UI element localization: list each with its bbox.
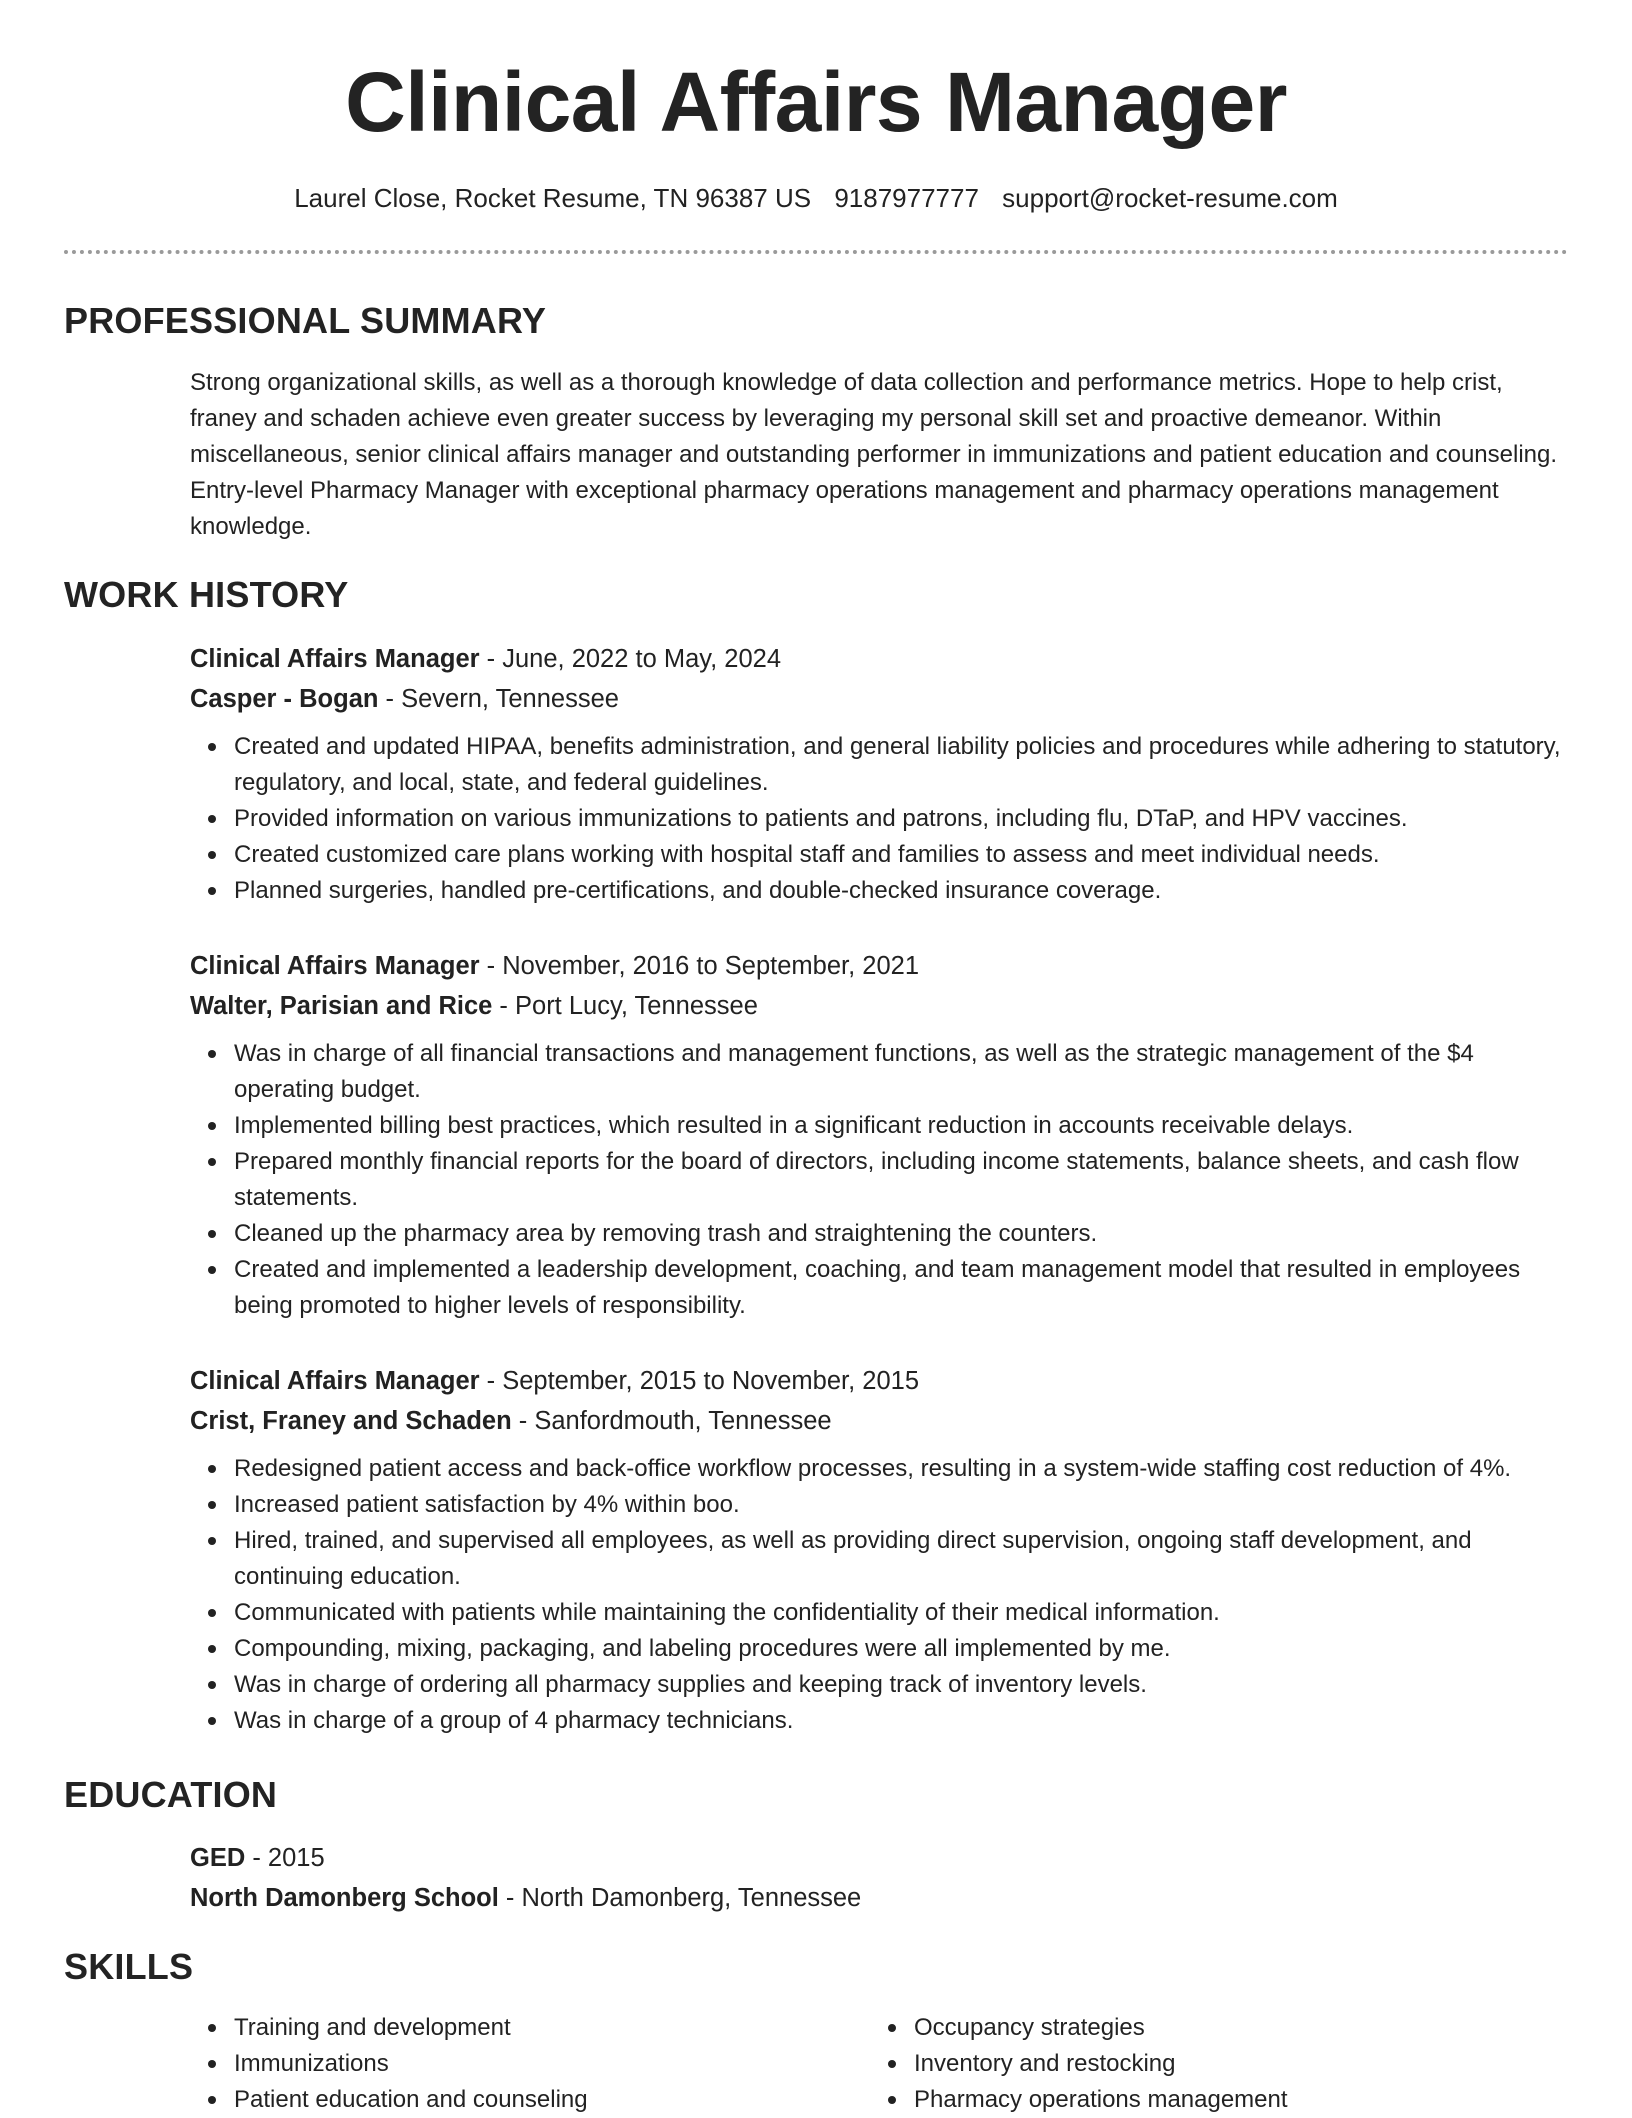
job-title: Clinical Affairs Manager — [190, 1367, 480, 1395]
education-degree: GED — [190, 1844, 246, 1872]
job-dates: - June, 2022 to May, 2024 — [479, 645, 782, 673]
job-entry — [190, 946, 1568, 1324]
job-entry — [190, 1361, 1568, 1739]
job-bullet: Created customized care plans working with hospital staff and families to assess and meet individual needs. — [234, 837, 1568, 873]
job-bullet: Cleaned up the pharmacy area by removing trash and straightening the counters. — [234, 1216, 1568, 1252]
job-title-line — [190, 946, 1568, 986]
contact-email: support@rocket-resume.com — [1002, 183, 1338, 213]
job-bullets — [190, 1036, 1568, 1324]
header-divider — [64, 250, 1568, 254]
skills-list — [190, 2010, 1568, 2118]
job-bullet: Implemented billing best practices, which resulted in a significant reduction in accounts receivable delays. — [234, 1108, 1568, 1144]
job-location: - Severn, Tennessee — [378, 685, 619, 713]
job-entry — [190, 639, 1568, 909]
skills-column-right — [870, 2010, 1568, 2118]
job-title: Clinical Affairs Manager — [190, 952, 480, 980]
contact-line — [64, 178, 1568, 218]
job-bullet: Increased patient satisfaction by 4% within boo. — [234, 1487, 1568, 1523]
skill-item: Immunizations — [234, 2046, 870, 2082]
resume-title: Clinical Affairs Manager — [345, 55, 1287, 149]
job-company: Casper - Bogan — [190, 685, 379, 713]
job-company: Walter, Parisian and Rice — [190, 992, 493, 1020]
job-bullet: Was in charge of all financial transactions and management functions, as well as the strategic management of the $4 operating budget. — [234, 1036, 1568, 1108]
skill-item: Training and development — [234, 2010, 870, 2046]
education-location: - North Damonberg, Tennessee — [498, 1884, 862, 1912]
summary-text: Strong organizational skills, as well as a thorough knowledge of data collection and performance metrics. Hope to help crist, franey and schaden achieve even greater success by leveraging my personal skill set and proactive demeanor. Within miscellaneous, senior clinical affairs manager and outstanding performer in immunizations and patient education and counseling. Entry-level Pharmacy Manager with exceptional pharmacy operations management and pharmacy operations management knowledge. — [190, 369, 1558, 540]
summary-heading: PROFESSIONAL SUMMARY — [64, 300, 547, 341]
job-company-line — [190, 986, 1568, 1026]
job-bullet: Planned surgeries, handled pre-certifications, and double-checked insurance coverage. — [234, 873, 1568, 909]
job-location: - Sanfordmouth, Tennessee — [511, 1407, 832, 1435]
job-dates: - November, 2016 to September, 2021 — [479, 952, 920, 980]
job-bullet: Created and implemented a leadership development, coaching, and team management model that resulted in employees being promoted to higher levels of responsibility. — [234, 1252, 1568, 1324]
education-degree-line — [190, 1838, 1568, 1878]
summary-section — [190, 365, 1568, 545]
education-school: North Damonberg School — [190, 1884, 499, 1912]
job-bullet: Compounding, mixing, packaging, and labeling procedures were all implemented by me. — [234, 1631, 1568, 1667]
contact-address: Laurel Close, Rocket Resume, TN 96387 US — [294, 183, 812, 213]
job-bullet: Was in charge of ordering all pharmacy supplies and keeping track of inventory levels. — [234, 1667, 1568, 1703]
skills-column-left — [190, 2010, 870, 2118]
contact-phone: 9187977777 — [834, 183, 979, 213]
skill-item: Patient education and counseling — [234, 2082, 870, 2118]
job-bullet: Was in charge of a group of 4 pharmacy technicians. — [234, 1703, 1568, 1739]
job-dates: - September, 2015 to November, 2015 — [479, 1367, 920, 1395]
education-school-line — [190, 1878, 1568, 1918]
work-history-heading: WORK HISTORY — [64, 574, 349, 615]
education-heading: EDUCATION — [64, 1774, 278, 1815]
job-title-line — [190, 639, 1568, 679]
job-company-line — [190, 679, 1568, 719]
job-title: Clinical Affairs Manager — [190, 645, 480, 673]
skills-bullets-left — [190, 2010, 870, 2118]
job-bullets — [190, 729, 1568, 909]
job-bullet: Created and updated HIPAA, benefits administration, and general liability policies and procedures while adhering to statutory, regulatory, and local, state, and federal guidelines. — [234, 729, 1568, 801]
education-year: - 2015 — [245, 1844, 325, 1872]
skill-item: Pharmacy operations management — [914, 2082, 1568, 2118]
job-bullet: Provided information on various immunizations to patients and patrons, including flu, DTaP, and HPV vaccines. — [234, 801, 1568, 837]
job-bullets — [190, 1451, 1568, 1739]
job-location: - Port Lucy, Tennessee — [492, 992, 758, 1020]
job-title-line — [190, 1361, 1568, 1401]
job-company-line — [190, 1401, 1568, 1441]
skill-item: Occupancy strategies — [914, 2010, 1568, 2046]
skills-bullets-right — [870, 2010, 1568, 2118]
skills-heading: SKILLS — [64, 1946, 194, 1987]
job-bullet: Communicated with patients while maintaining the confidentiality of their medical information. — [234, 1595, 1568, 1631]
job-bullet: Hired, trained, and supervised all employees, as well as providing direct supervision, ongoing staff development, and continuing education. — [234, 1523, 1568, 1595]
job-bullet: Prepared monthly financial reports for the board of directors, including income statements, balance sheets, and cash flow statements. — [234, 1144, 1568, 1216]
job-company: Crist, Franey and Schaden — [190, 1407, 512, 1435]
job-bullet: Redesigned patient access and back-office workflow processes, resulting in a system-wide staffing cost reduction of 4%. — [234, 1451, 1568, 1487]
skill-item: Inventory and restocking — [914, 2046, 1568, 2082]
education-entry — [190, 1838, 1568, 1918]
